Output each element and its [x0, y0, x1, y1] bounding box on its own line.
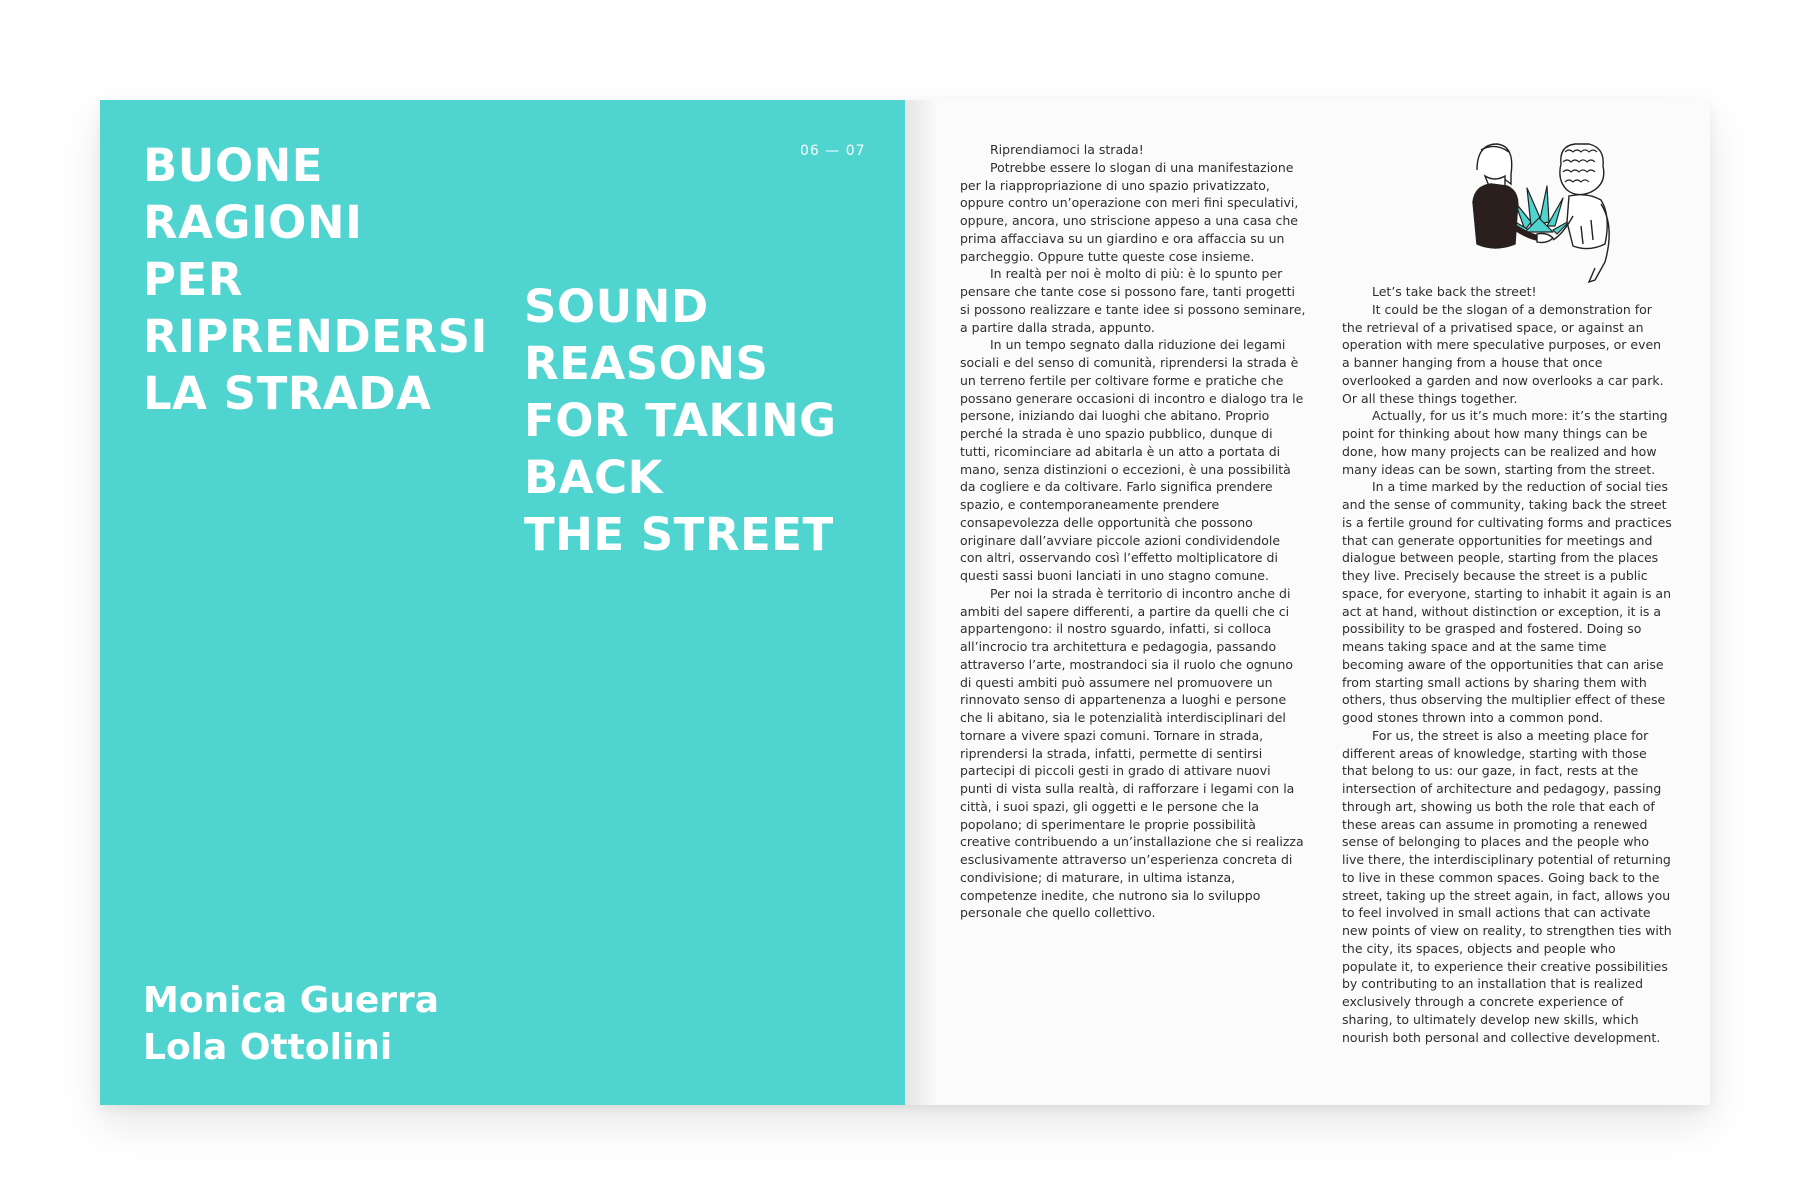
page-numbers: 06 — 07 — [800, 143, 866, 159]
italian-title — [143, 137, 488, 422]
english-paragraph: For us, the street is also a meeting place for different areas of knowledge, starting with those that belong to us: our gaze, in fact, rests at the intersection of architecture and pedagogy, passing through art, showing us both the role that each of these areas can assume in promoting a renewed sense of belonging to places and the people who live there, the interdisciplinary potential of returning to live in these common spaces. Going back to the street, taking up the street again, in fact, allows you to feel involved in small actions that can activate new points of view on reality, to strengthen ties with the city, its spaces, objects and people who populate it, to experience their creative possibilities by contributing to an installation that is realized exclusively through a concrete experience of sharing, to ultimately develop new skills, which nourish both personal and collective development. — [1342, 727, 1672, 1045]
author-name: Monica Guerra — [143, 980, 440, 1021]
english-paragraph: Actually, for us it’s much more: it’s the starting point for thinking about how many things can be done, how many projects can be realized and how many ideas can be sown, starting from the street. — [1342, 408, 1668, 477]
english-title-line: FOR TAKING — [524, 394, 837, 447]
italian-title-line: BUONE — [143, 139, 323, 192]
italian-title-line: PER — [143, 253, 243, 306]
right-page — [905, 100, 1710, 1105]
book-spread — [100, 100, 1710, 1105]
italian-title-line: RAGIONI — [143, 196, 363, 249]
english-title — [524, 278, 864, 563]
english-paragraph: In a time marked by the reduction of social ties and the sense of community, taking back the street is a fertile ground for cultivating forms and practices that can generate opportunities for meetings and dialogue between people, starting from the places they live. Precisely because the street is a public space, for everyone, starting to inhabit it again is an act at hand, without distinction or exception, it is a possibility to be grasped and fostered. Doing so means taking space and at the same time becoming aware of the opportunities that can arise from starting small actions by sharing them with others, thus observing the multiplier effect of these good stones thrown into a common pond. — [1342, 479, 1672, 725]
english-paragraph: Let’s take back the street! — [1372, 284, 1537, 299]
handshake-illustration — [1455, 140, 1625, 290]
author-name: Lola Ottolini — [143, 1027, 393, 1068]
italian-paragraph: In un tempo segnato dalla riduzione dei legami sociali e del senso di comunità, riprendersi la strada è un terreno fertile per coltivare forme e pratiche che possano generare occasioni di incontro e dialogo tra le persone, iniziando dai luoghi che abitano. Proprio perché la strada è uno spazio pubblico, dunque di tutti, ricominciare ad abitarla è un atto a portata di mano, senza distinzioni o eccezioni, è una possibilità da cogliere e da coltivare. Farlo significa prendere spazio, e contemporaneamente prendere consapevolezza delle opportunità che possono originare dall’avviare piccole azioni condividendole con altri, osservando così l’effetto moltiplicatore di questi sassi buoni lanciati in uno stagno comune. — [960, 337, 1304, 583]
italian-paragraph: Per noi la strada è territorio di incontro anche di ambiti del sapere differenti, a partire da quelli che ci appartengono: il nostro sguardo, infatti, si colloca all’incrocio tra architettura e pedagogia, passando attraverso l’arte, mostrandoci sia il ruolo che ognuno di questi ambiti può assumere nel promuovere un rinnovato senso di appartenenza a luoghi e persone che li abitano, sia le potenzialità interdisciplinari del tornare a vivere spazi comuni. Tornare in strada, riprendersi la strada, infatti, permette di sentirsi partecipi di piccoli gesti in grado di attivare nuovi punti di vista sulla realtà, di rafforzare i legami con la città, i suoi spazi, gli oggetti e le persone che la popolano; di sperimentare le proprie possibilità creative contribuendo a un’installazione che si realizza esclusivamente attraverso un’esperienza concreta di condivisione; di maturare, in ultima istanza, competenze inedite, che nutrono sia lo sviluppo personale che quello collettivo. — [960, 585, 1304, 921]
page-gutter-shadow — [905, 100, 939, 1105]
authors — [143, 977, 439, 1071]
woman-right-figure — [1553, 144, 1609, 282]
italian-paragraph: Riprendiamoci la strada! — [990, 142, 1144, 157]
italian-text-column — [960, 141, 1306, 922]
italian-title-line: RIPRENDERSI — [143, 310, 488, 363]
english-title-line: SOUND — [524, 280, 709, 333]
italian-paragraph: Potrebbe essere lo slogan di una manifestazione per la riappropriazione di uno spazio privatizzato, oppure contro un’operazione con meri fini speculativi, oppure, ancora, uno striscione appeso a una casa che prima affacciava su un giardino e ora affaccia su un parcheggio. Oppure tutte queste cose insieme. — [960, 159, 1299, 264]
english-title-line: THE STREET — [524, 508, 834, 561]
english-title-line: BACK — [524, 451, 664, 504]
italian-paragraph: In realtà per noi è molto di più: è lo spunto per pensare che tante cose si possono fare, tanti progetti si possono realizzare e tante idee si possono seminare, a partire dalla strada, appunto. — [960, 266, 1306, 335]
left-page — [100, 100, 905, 1105]
italian-title-line: LA STRADA — [143, 367, 432, 420]
english-text-column — [1342, 283, 1672, 1046]
english-paragraph: It could be the slogan of a demonstration for the retrieval of a privatised space, or against an operation with mere speculative purposes, or even a banner hanging from a house that once overlooked a garden and now overlooks a car park. Or all these things together. — [1342, 301, 1664, 406]
english-title-line: REASONS — [524, 337, 769, 390]
